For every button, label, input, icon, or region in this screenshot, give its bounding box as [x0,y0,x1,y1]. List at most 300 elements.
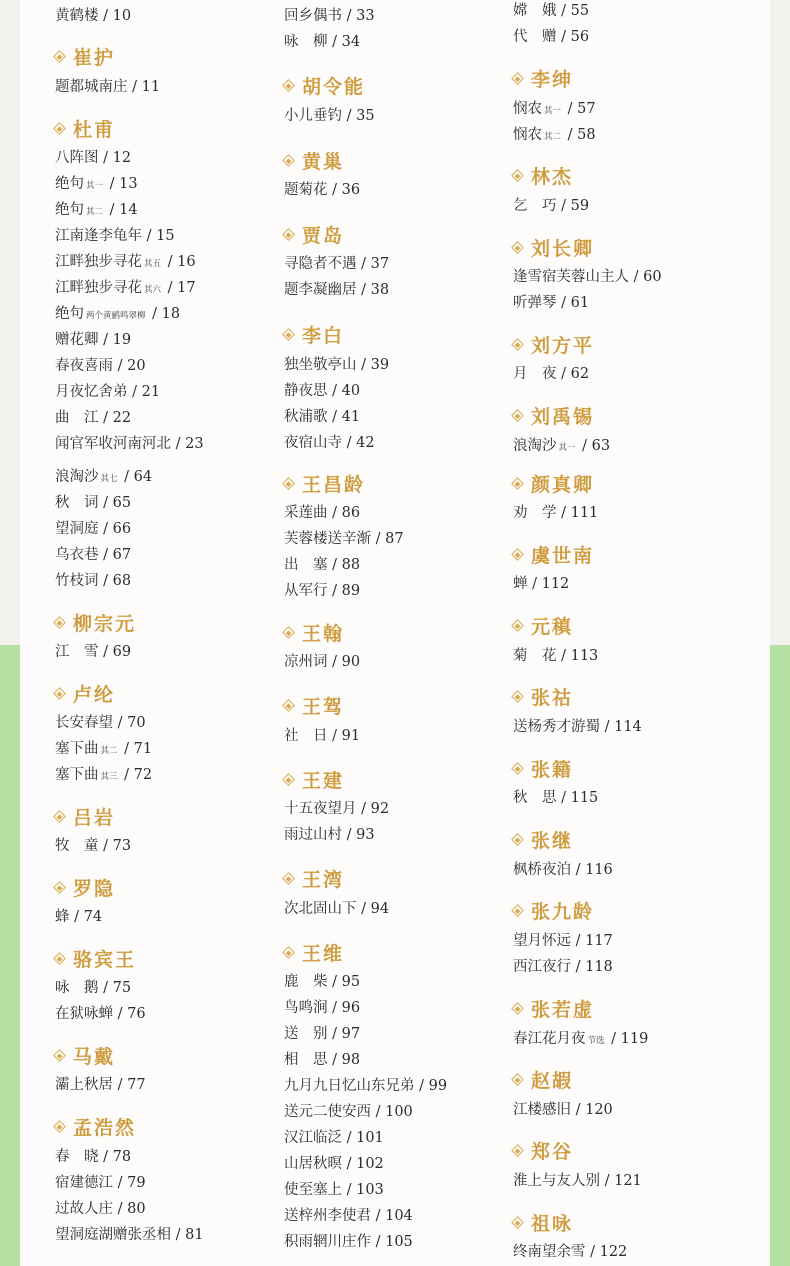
diamond-bullet-icon [282,626,295,639]
toc-entry[interactable] [55,837,131,855]
author-heading [513,1212,573,1236]
separator-slash: / [629,269,644,285]
poem-title: 题都城南庄 [55,79,128,95]
toc-entry[interactable] [513,718,642,736]
page-number: 69 [112,644,132,660]
toc-entry[interactable] [55,468,152,488]
toc-entry[interactable] [513,365,589,383]
poem-title: 秋 词 [55,495,99,511]
poem-note: 节选 [587,1036,605,1046]
toc-entry[interactable] [55,494,131,512]
toc-entry[interactable] [55,714,146,732]
poem-title: 闻官军收河南河北 [55,436,171,452]
page-number: 102 [356,1156,384,1172]
diamond-bullet-icon [511,904,524,917]
diamond-bullet-icon [511,690,524,703]
toc-entry[interactable] [284,382,360,400]
toc-entry[interactable] [55,305,180,325]
diamond-bullet-icon [53,50,66,63]
poem-title: 曲 江 [55,410,99,426]
page-number: 115 [570,790,599,806]
page-number: 72 [133,767,153,783]
separator-slash: / [356,901,371,917]
separator-slash: / [371,531,386,547]
toc-entry[interactable] [284,434,375,452]
page-number: 57 [577,101,596,117]
page-number: 81 [185,1227,204,1243]
toc-entry[interactable] [513,1243,627,1261]
separator-slash: / [105,202,120,218]
toc-entry[interactable] [55,409,131,427]
separator-slash: / [342,435,357,451]
author-heading [284,473,365,497]
toc-entry[interactable] [513,1101,613,1119]
author-name: 吕岩 [73,807,116,829]
separator-slash: / [119,469,134,485]
poem-title: 塞下曲 [55,767,99,783]
toc-entry[interactable] [55,279,196,299]
separator-slash: / [371,1234,386,1250]
poem-title: 八阵图 [55,150,99,166]
poem-title: 相 思 [284,1052,328,1068]
poem-title: 从军行 [284,583,328,599]
toc-entry[interactable] [284,582,360,600]
toc-entry[interactable] [284,107,375,125]
poem-note: 其二 [86,207,104,217]
toc-entry[interactable] [284,1025,360,1043]
page-number: 97 [341,1026,361,1042]
author-heading [513,829,573,853]
separator-slash: / [98,410,113,426]
author-heading [55,612,136,636]
toc-entry[interactable] [284,7,375,25]
toc-entry[interactable] [284,1129,384,1147]
author-heading [513,686,573,710]
page-number: 40 [341,383,361,399]
author-heading [284,695,344,719]
separator-slash: / [556,505,571,521]
page-number: 64 [133,469,153,485]
poem-title: 采莲曲 [284,505,328,521]
toc-entry[interactable] [284,826,375,844]
toc-entry[interactable] [284,727,360,745]
separator-slash: / [327,34,342,50]
toc-entry[interactable] [55,520,131,538]
toc-entry[interactable] [284,181,360,199]
diamond-bullet-icon [511,169,524,182]
separator-slash: / [327,383,342,399]
toc-entry[interactable] [55,1005,146,1023]
poem-title: 淮上与友人别 [513,1173,600,1189]
separator-slash: / [356,256,371,272]
poem-title: 江 雪 [55,644,99,660]
poem-title: 社 日 [284,728,328,744]
page-number: 42 [356,435,375,451]
poem-title: 悯农 [513,127,542,143]
toc-entry[interactable] [513,268,662,286]
page-number: 65 [112,495,132,511]
author-heading [55,948,136,972]
page-number: 90 [341,654,361,670]
toc-entry[interactable] [55,7,131,25]
page-number: 101 [356,1130,384,1146]
toc-entry[interactable] [284,973,360,991]
toc-entry[interactable] [55,1148,131,1166]
separator-slash: / [571,933,586,949]
toc-entry[interactable] [513,958,613,976]
toc-entry[interactable] [284,408,360,426]
poem-title: 江楼感旧 [513,1102,571,1118]
toc-entry[interactable] [55,175,138,195]
diamond-bullet-icon [511,1002,524,1015]
poem-title: 送杨秀才游蜀 [513,719,600,735]
separator-slash: / [98,547,113,563]
author-name: 王驾 [302,696,345,718]
toc-entry[interactable] [55,1174,146,1192]
diamond-bullet-icon [53,122,66,135]
page-number: 94 [370,901,390,917]
toc-entry[interactable] [513,100,596,120]
poem-title: 鸟鸣涧 [284,1000,328,1016]
author-name: 骆宾王 [73,949,137,971]
toc-entry[interactable] [513,197,589,215]
separator-slash: / [113,1175,128,1191]
separator-slash: / [119,767,134,783]
poem-title: 送 别 [284,1026,328,1042]
toc-entry[interactable] [55,78,160,96]
separator-slash: / [527,576,542,592]
diamond-bullet-icon [282,773,295,786]
toc-entry[interactable] [284,1077,447,1095]
separator-slash: / [327,505,342,521]
page-number: 71 [133,741,153,757]
page-number: 113 [570,648,599,664]
toc-entry[interactable] [284,530,404,548]
author-name: 崔护 [73,47,116,69]
poem-title: 乞 巧 [513,198,557,214]
page-number: 95 [341,974,361,990]
page-number: 55 [570,3,590,19]
poem-title: 咏 鹅 [55,980,99,996]
toc-entry[interactable] [513,2,589,20]
separator-slash: / [414,1078,429,1094]
poem-note: 其一 [558,443,576,453]
author-name: 马戴 [73,1046,116,1068]
author-heading [513,758,573,782]
toc-entry[interactable] [55,1076,146,1094]
diamond-bullet-icon [53,1049,66,1062]
separator-slash: / [327,1052,342,1068]
author-name: 王湾 [302,869,345,891]
separator-slash: / [113,1006,128,1022]
author-heading [513,900,594,924]
separator-slash: / [342,1182,357,1198]
poem-title: 浪淘沙 [513,438,557,454]
page-number: 76 [127,1006,146,1022]
separator-slash: / [98,150,113,166]
poem-title: 嫦 娥 [513,3,557,19]
separator-slash: / [105,176,120,192]
page-number: 60 [643,269,662,285]
separator-slash: / [171,1227,186,1243]
toc-entry[interactable] [55,227,175,245]
author-name: 卢纶 [73,684,116,706]
diamond-bullet-icon [282,79,295,92]
poem-note: 两个黄鹂鸣翠柳 [86,311,146,321]
poem-title: 菊 花 [513,648,557,664]
poem-title: 终南望余雪 [513,1244,586,1260]
poem-title: 逢雪宿芙蓉山主人 [513,269,629,285]
toc-entry[interactable] [284,1051,360,1069]
toc-entry[interactable] [513,575,569,593]
page-number: 23 [185,436,204,452]
author-heading [513,165,573,189]
separator-slash: / [556,295,571,311]
poem-title: 望洞庭湖赠张丞相 [55,1227,171,1243]
page-number: 119 [620,1031,649,1047]
separator-slash: / [371,1104,386,1120]
toc-entry[interactable] [55,766,152,786]
page-number: 73 [112,838,132,854]
page-number: 93 [356,827,375,843]
author-heading [513,544,594,568]
poem-title: 西江夜行 [513,959,571,975]
toc-entry[interactable] [55,908,102,926]
page-number: 88 [341,557,361,573]
toc-entry[interactable] [284,1155,384,1173]
diamond-bullet-icon [511,1073,524,1086]
toc-entry[interactable] [284,1103,413,1121]
separator-slash: / [585,1244,600,1260]
separator-slash: / [98,332,113,348]
poem-note: 其一 [86,181,104,191]
page-number: 105 [385,1234,413,1250]
page-number: 70 [127,715,146,731]
page-number: 58 [577,127,596,143]
diamond-bullet-icon [511,548,524,561]
poem-title: 咏 柳 [284,34,328,50]
diamond-bullet-icon [511,1144,524,1157]
poem-title: 春江花月夜 [513,1031,586,1047]
page-number: 62 [570,366,590,382]
page-number: 39 [370,357,390,373]
poem-title: 月夜忆舍弟 [55,384,128,400]
separator-slash: / [571,1102,586,1118]
poem-title: 乌衣巷 [55,547,99,563]
page-number: 118 [585,959,613,975]
toc-entry[interactable] [55,740,152,760]
toc-entry[interactable] [55,572,131,590]
toc-entry[interactable] [513,647,598,665]
toc-entry[interactable] [513,1172,642,1190]
separator-slash: / [571,959,586,975]
toc-entry[interactable] [55,1226,204,1244]
page-number: 80 [127,1201,146,1217]
author-name: 王建 [302,770,345,792]
poem-title: 九月九日忆山东兄弟 [284,1078,415,1094]
author-name: 张若虚 [531,999,595,1021]
page-number: 68 [112,573,132,589]
toc-entry[interactable] [284,1233,413,1251]
toc-entry[interactable] [284,556,360,574]
toc-entry[interactable] [284,1207,413,1225]
toc-entry[interactable] [55,201,138,221]
separator-slash: / [98,644,113,660]
author-name: 刘禹锡 [531,406,595,428]
toc-entry[interactable] [284,33,360,51]
author-name: 柳宗元 [73,613,137,635]
separator-slash: / [127,384,142,400]
toc-entry[interactable] [513,789,598,807]
page-number: 12 [112,150,132,166]
toc-entry[interactable] [55,979,131,997]
page-number: 11 [141,79,161,95]
separator-slash: / [98,838,113,854]
page-number: 10 [112,8,132,24]
toc-entry[interactable] [284,800,389,818]
diamond-bullet-icon [282,154,295,167]
toc-entry[interactable] [55,435,204,453]
toc-entry[interactable] [513,932,613,950]
toc-entry[interactable] [55,1200,146,1218]
page-number: 33 [356,8,375,24]
poem-title: 浪淘沙 [55,469,99,485]
diamond-bullet-icon [282,477,295,490]
page-number: 121 [614,1173,642,1189]
author-name: 郑谷 [531,1141,574,1163]
poem-title: 鹿 柴 [284,974,328,990]
toc-entry[interactable] [284,504,360,522]
page-number: 98 [341,1052,361,1068]
separator-slash: / [127,79,142,95]
toc-entry[interactable] [284,653,360,671]
poem-title: 在狱咏蝉 [55,1006,113,1022]
poem-title: 夜宿山寺 [284,435,342,451]
poem-title: 江畔独步寻花 [55,280,142,296]
page-number: 92 [370,801,390,817]
poem-note: 其一 [544,106,562,116]
toc-entry[interactable] [55,383,160,401]
page-number: 100 [385,1104,413,1120]
page-number: 35 [356,108,375,124]
toc-entry[interactable] [513,1030,648,1050]
poem-title: 绝句 [55,202,84,218]
poem-title: 江南逢李龟年 [55,228,142,244]
page-number: 87 [385,531,404,547]
separator-slash: / [356,801,371,817]
page-number: 122 [599,1244,628,1260]
page-number: 116 [585,862,613,878]
toc-entry[interactable] [55,357,146,375]
diamond-bullet-icon [53,952,66,965]
separator-slash: / [142,228,157,244]
diamond-bullet-icon [511,338,524,351]
separator-slash: / [571,862,586,878]
toc-entry[interactable] [513,28,589,46]
page-number: 112 [541,576,570,592]
toc-entry[interactable] [513,861,613,879]
separator-slash: / [163,254,178,270]
author-name: 黄巢 [302,151,345,173]
page-number: 38 [370,282,390,298]
poem-note: 其七 [100,474,118,484]
separator-slash: / [171,436,186,452]
diamond-bullet-icon [511,477,524,490]
separator-slash: / [327,1000,342,1016]
poem-title: 江畔独步寻花 [55,254,142,270]
toc-entry[interactable] [513,504,598,522]
separator-slash: / [98,573,113,589]
poem-title: 春 晓 [55,1149,99,1165]
toc-entry[interactable] [513,437,610,457]
poem-title: 秋浦歌 [284,409,328,425]
toc-entry[interactable] [55,149,131,167]
toc-entry[interactable] [55,546,131,564]
toc-entry[interactable] [284,999,360,1017]
separator-slash: / [371,1208,386,1224]
author-name: 胡令能 [302,76,366,98]
diamond-bullet-icon [511,72,524,85]
poem-title: 宿建德江 [55,1175,113,1191]
poem-title: 回乡偶书 [284,8,342,24]
poem-title: 秋 思 [513,790,557,806]
author-name: 李白 [302,325,345,347]
toc-entry[interactable] [284,900,389,918]
toc-entry[interactable] [513,126,596,146]
diamond-bullet-icon [282,872,295,885]
separator-slash: / [556,366,571,382]
diamond-bullet-icon [282,699,295,712]
page-number: 86 [341,505,361,521]
author-heading [55,683,115,707]
author-name: 颜真卿 [531,474,595,496]
page-number: 79 [127,1175,146,1191]
author-name: 赵嘏 [531,1070,574,1092]
poem-title: 蜂 [55,909,70,925]
page-number: 74 [83,909,103,925]
separator-slash: / [163,280,178,296]
diamond-bullet-icon [511,833,524,846]
poem-title: 题菊花 [284,182,328,198]
author-name: 王维 [302,943,345,965]
toc-entry[interactable] [55,643,131,661]
toc-entry[interactable] [55,331,131,349]
toc-entry[interactable] [284,255,389,273]
toc-entry[interactable] [55,253,196,273]
poem-title: 绝句 [55,306,84,322]
separator-slash: / [119,741,134,757]
separator-slash: / [327,728,342,744]
separator-slash: / [98,521,113,537]
toc-entry[interactable] [284,1181,384,1199]
author-name: 张祜 [531,687,574,709]
poem-title: 小儿垂钓 [284,108,342,124]
diamond-bullet-icon [53,1120,66,1133]
poem-title: 绝句 [55,176,84,192]
poem-title: 送梓州李使君 [284,1208,371,1224]
author-heading [55,806,115,830]
author-name: 王昌龄 [302,474,366,496]
separator-slash: / [556,648,571,664]
author-name: 元稹 [531,616,574,638]
author-heading [284,150,344,174]
toc-entry[interactable] [284,356,389,374]
poem-title: 望月怀远 [513,933,571,949]
separator-slash: / [98,1149,113,1165]
toc-entry[interactable] [284,281,389,299]
toc-entry[interactable] [513,294,589,312]
diamond-bullet-icon [53,687,66,700]
